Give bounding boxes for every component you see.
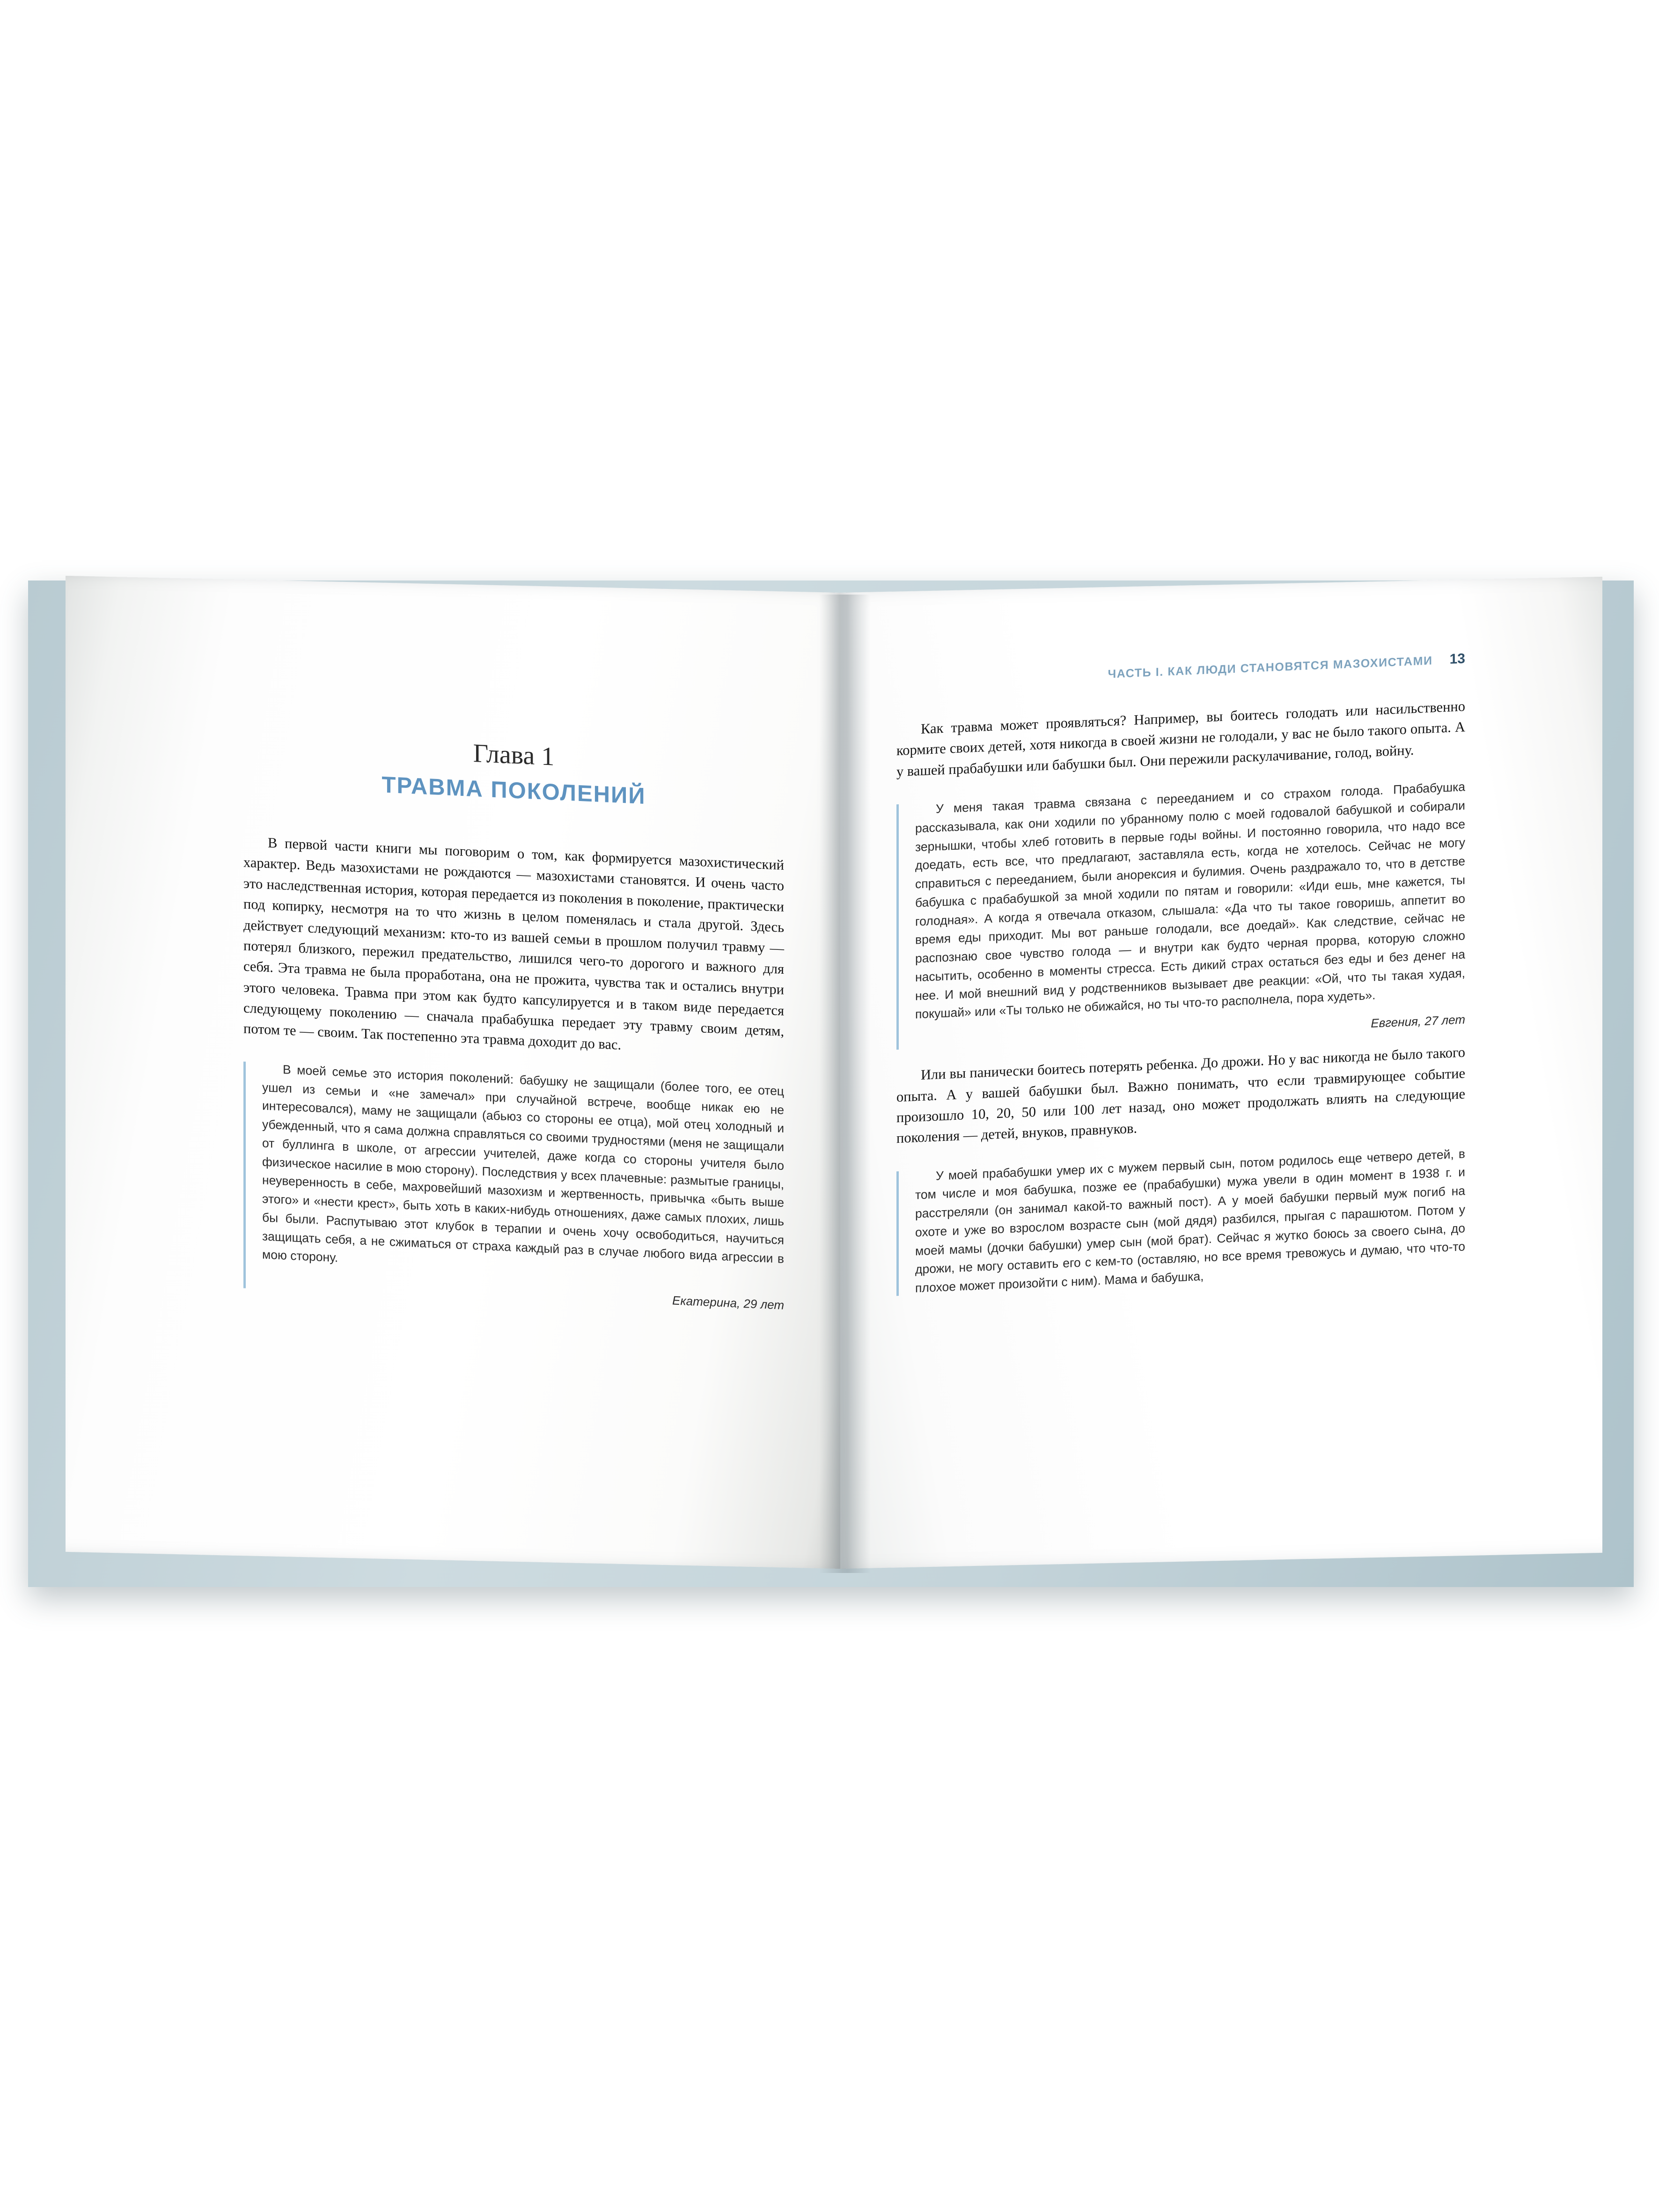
- right-testimonial-quote-2: [896, 1145, 1465, 1299]
- left-quote-text: В моей семье это история поколений: бабушку не защищали (более того, ее отец ушел из семьи и «не замечал» при случайной встрече, вообще никак ею не интересовался), маму не защищали (абьюз со стороны ее отца), мой отец холодный и убежденный, что я сама должна справляться со своими трудностями (меня не защищали от буллинга в школе, от агрессии учителей, даже когда со стороны учителя было физическое насилие в мою сторону). Последствия у всех плачевные: размытые границы, неуверенность в себе, махровейший мазохизм и жертвенность, привычка «быть выше этого» и «нести крест», быть хоть в каких-нибудь отношениях, даже самых плохих, лишь бы были. Распутываю этот клубок в терапии и очень хочу освободиться, научиться защищать себя, а не сжиматься от страха каждый раз в случае любого вида агрессии в мою сторону.: [262, 1062, 784, 1266]
- chapter-title: ТРАВМА ПОКОЛЕНИЙ: [382, 772, 646, 809]
- right-page-text-column: [896, 651, 1465, 1303]
- chapter-number: Глава 1: [473, 738, 555, 772]
- running-head: [896, 651, 1465, 691]
- right-testimonial-quote-1: [896, 778, 1465, 1052]
- right-quote-2-text: У моей прабабушки умер их с мужем первый сын, потом родилось еще четверо детей, в том числе и моя бабушка, позже ее (прабабушки) мужа увели в один момент в 1938 г. и расстреляли (он занимал какой-то важный пост). А у моей бабушки первый муж погиб на охоте и уже во взрослом возрасте сын (мой дядя) разбился, прыгая с парашютом. Потом у моей мамы (дочки бабушки) умер сын (мой брат). Сейчас я жутко боюсь за своего сына, до дрожи, не могу оставить его с кем-то (оставляю, но все время тревожусь и думаю, что что-то плохое может произойти с ним). Мама и бабушка,: [915, 1146, 1465, 1295]
- page-number: 13: [1449, 651, 1465, 667]
- left-page-text-column: [243, 728, 784, 1319]
- book-spread: [28, 581, 1634, 1620]
- right-quote-1-attribution: Евгения, 27 лет: [1371, 1012, 1465, 1030]
- running-head-title: ЧАСТЬ I. КАК ЛЮДИ СТАНОВЯТСЯ МАЗОХИСТАМИ: [1108, 654, 1433, 681]
- left-quote-attribution: Екатерина, 29 лет: [672, 1293, 784, 1312]
- left-testimonial-quote: [243, 1058, 784, 1315]
- right-quote-1-text: У меня такая травма связана с перееданием и со страхом голода. Прабабушка рассказывала, как они ходили по убранному полю с моей годовалой бабушкой и собирали зернышки, чтобы хлеб готовить в первые годы войны. И постоянно говорила, что надо все доедать, есть все, что предлагают, заставляла есть, когда не хотелось. Сейчас не могу справиться с перееданием, были анорексия и булимия. Очень раздражало то, что в детстве бабушка с прабабушкой за мной ходили по пятам и говорили: «Иди ешь, мне кажется, ты голодная». А когда я отвечала отказом, слышала: «Да что ты такое говоришь, аппетит во время еды приходит. Мы вот раньше голодали, все доедай». Как следствие, сейчас не распознаю свое чувство голода — и внутри как будто черная прорва, которую сложно насытить, особенно в моменты стресса. Есть дикий страх остаться без еды и без денег на нее. И мой внешний вид у родственников вызывает две реакции: «Ой, что ты такая худая, покушай» или «Ты только не обижайся, но ты что-то располнела, пора худеть».: [915, 779, 1465, 1021]
- left-paragraph-1: В первой части книги мы поговорим о том, как формируется мазохистический характер. Ведь мазохистами не рождаются — мазохистами становятся. И очень часто это наследственная история, которая передается из поколения в поколение, практически под копирку, несмотря на то что жизнь в целом поменялась и стала другой. Здесь действует следующий механизм: кто-то из вашей семьи в прошлом получил травму — потерял близкого, пережил предательство, лишился чего-то дорогого и важного для себя. Эта травма не была проработана, она не прожита, чувства так и остались внутри этого человека. Травма при этом как будто капсулируется и в таком виде передается следующему поколению — сначала прабабушка передает эту травму своим детям, потом те — своим. Так постепенно эта травма доходит до вас.: [243, 834, 784, 1053]
- left-page: [66, 576, 840, 1569]
- right-paragraph-1: Как травма может проявляться? Например, вы боитесь голодать или насильственно кормите своих детей, хотя никогда в своей жизни не голодали, у вас не было такого опыта. А у вашей прабабушки или бабушки был. Они пережили раскулачивание, голод, войну.: [896, 698, 1465, 779]
- right-page: [840, 577, 1602, 1569]
- right-paragraph-2: Или вы панически боитесь потерять ребенка. До дрожи. Но у вас никогда не было такого опыта. А у вашей бабушки был. Важно понимать, что если травмирующее событие произошло 10, 20, 50 или 100 лет назад, оно может продолжать влиять на следующие поколения — детей, внуков, правнуков.: [896, 1044, 1465, 1146]
